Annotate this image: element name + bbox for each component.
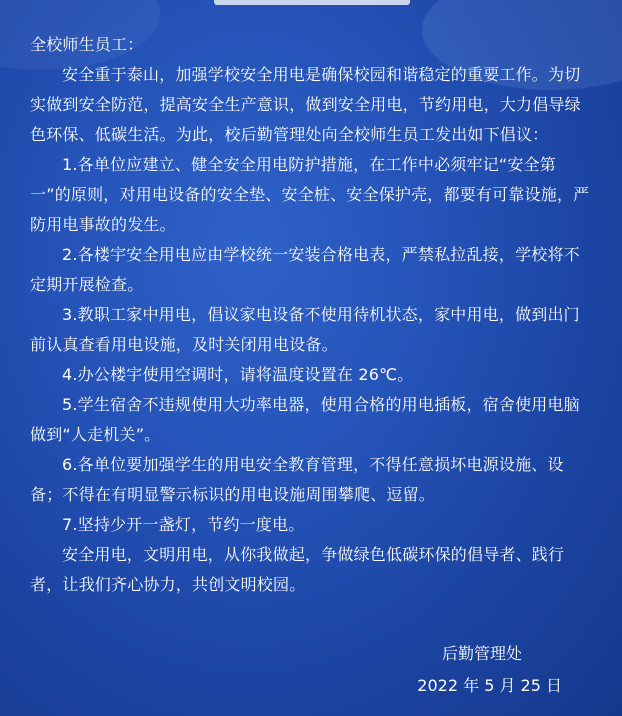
item-2: 2.各楼宇安全用电应由学校统一安装合格电表，严禁私拉乱接，学校将不定期开展检查。 xyxy=(30,245,580,294)
salutation: 全校师生员工： xyxy=(30,35,144,54)
item-5: 5.学生宿舍不违规使用大功率电器，使用合格的用电插板，宿舍使用电脑做到“人走机关”。 xyxy=(30,395,580,444)
notice-body xyxy=(30,30,592,600)
intro-paragraph: 安全重于泰山，加强学校安全用电是确保校园和谐稳定的重要工作。为切实做到安全防范，提高安全生产意识，做到安全用电，节约用电，大力倡导绿色环保、低碳生活。为此，校后勤管理处向全校师生员工发出如下倡议： xyxy=(30,65,581,144)
closing-paragraph: 安全用电，文明用电，从你我做起，争做绿色低碳环保的倡导者、践行者，让我们齐心协力，共创文明校园。 xyxy=(30,545,565,594)
item-6: 6.各单位要加强学生的用电安全教育管理，不得任意损坏电源设施、设备；不得在有明显警示标识的用电设施周围攀爬、逗留。 xyxy=(30,455,564,504)
item-7: 7.坚持少开一盏灯，节约一度电。 xyxy=(62,515,305,534)
item-3: 3.教职工家中用电，倡议家电设备不使用待机状态，家中用电，做到出门前认真查看用电设施，及时关闭用电设备。 xyxy=(30,305,580,354)
signature-date: 2022 年 5 月 25 日 xyxy=(417,676,562,695)
top-tab-decoration xyxy=(214,0,410,5)
item-1: 1.各单位应建立、健全安全用电防护措施，在工作中必须牢记“安全第一”的原则，对用电设备的安全垫、安全桩、安全保护壳，都要有可靠设施，严防用电事故的发生。 xyxy=(30,155,590,234)
item-4: 4.办公楼宇使用空调时，请将温度设置在 26℃。 xyxy=(62,365,414,384)
signature-department: 后勤管理处 xyxy=(441,644,522,663)
signature-block xyxy=(417,638,562,702)
